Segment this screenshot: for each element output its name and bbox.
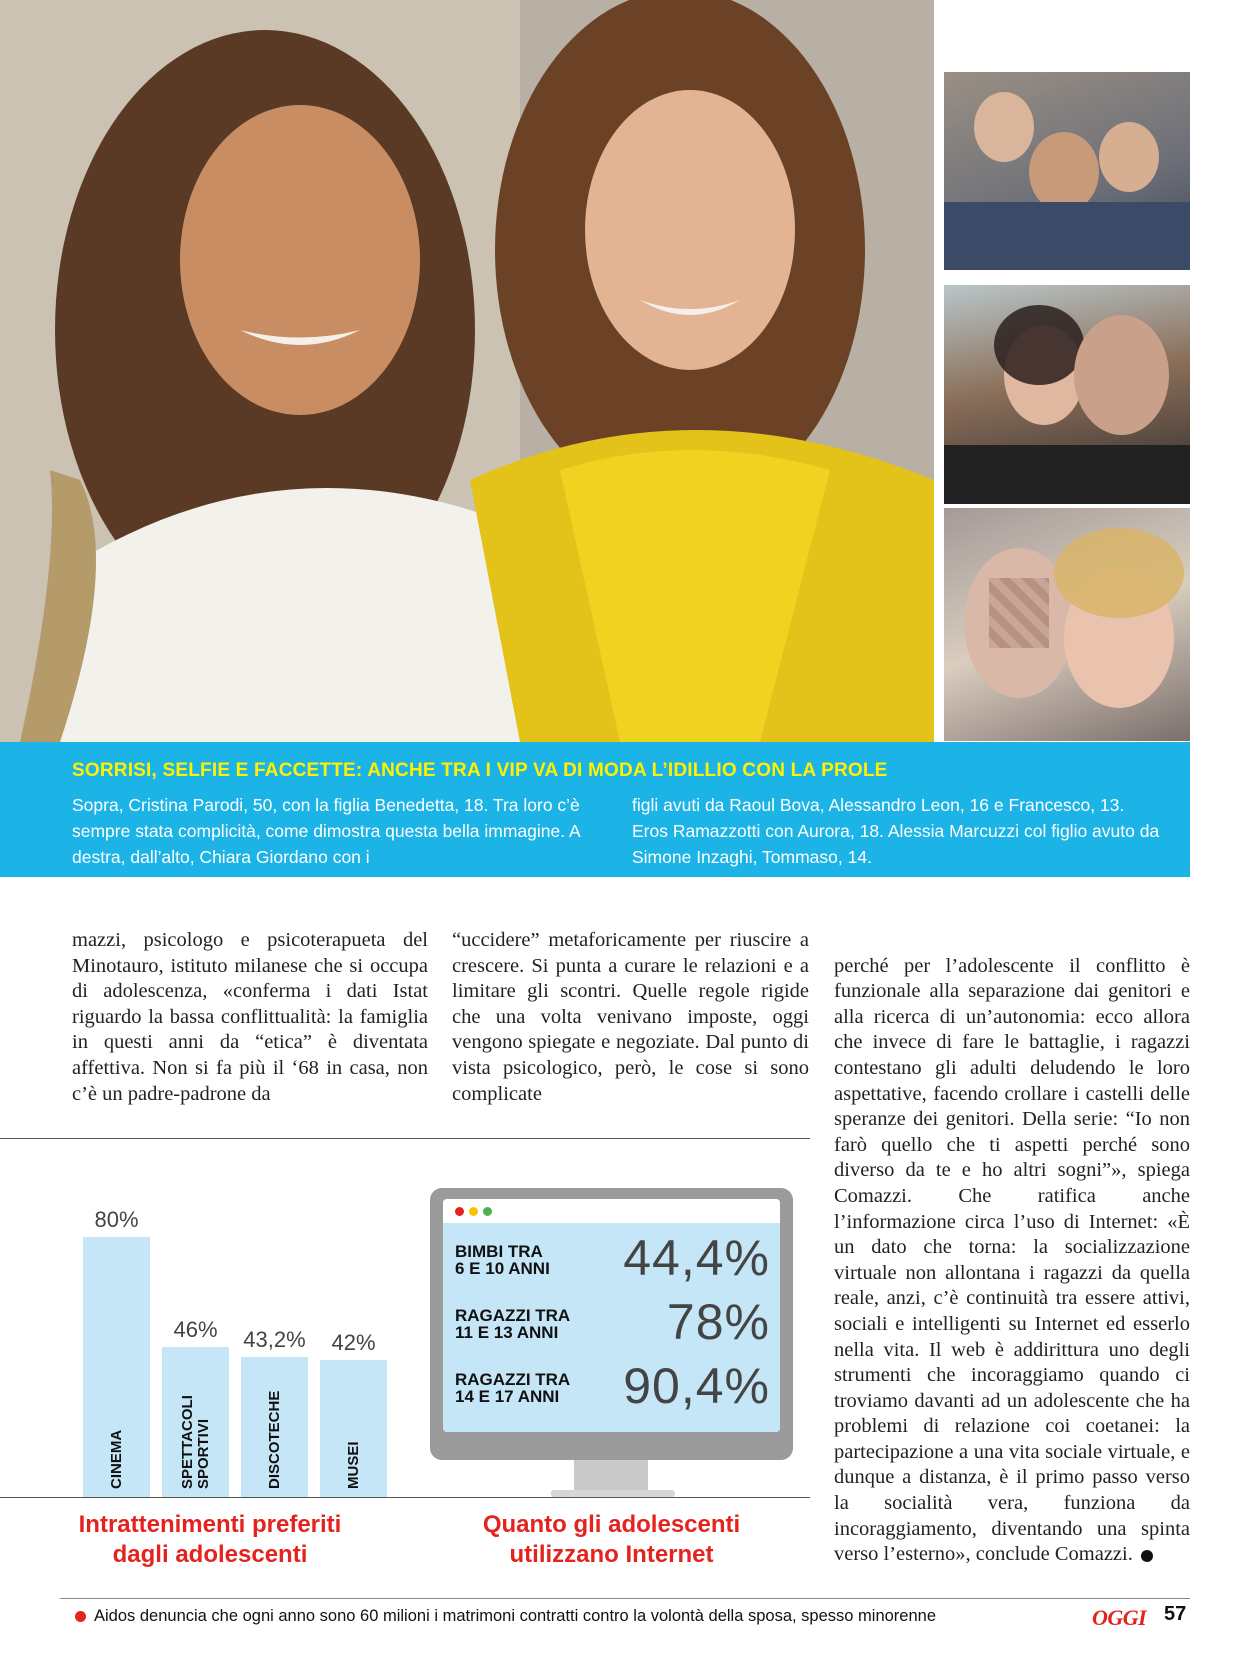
- screen-titlebar: [443, 1199, 780, 1223]
- main-photo-illustration: [0, 0, 934, 742]
- side-photo-ramazzotti: [944, 285, 1190, 504]
- caption-text-left: Sopra, Cristina Parodi, 50, con la figlia Benedetta, 18. Tra loro c’è sempre stata complicità, come dimostra questa bella immagine. A destra, dall’alto, Chiara Giordano con i: [72, 795, 580, 867]
- window-dot-green-icon: [483, 1207, 492, 1216]
- bar-category-label: MUSEI: [344, 1441, 362, 1489]
- bar-value-label: 43,2%: [243, 1327, 306, 1352]
- article-column-3-text: perché per l’adolescente il conflitto è funzionale alla separazione dai genitori e alla ricerca di un’autonomia: ecco allora che invece di fare le battaglie, i ragazzi contestano gli adulti deludendo le loro aspettative, facendo crollare i castelli delle speranze dei genitori. Della serie: “Io non farò quello che ti aspetti perché sono diverso da te e ho altri sogni”», spiega Comazzi. Che ratifica anche l’informazione circa l’uso di Internet: «È un dato che torna: la socializzazione virtuale non allontana i ragazzi da quella reale, anzi, c’è continuità tra essere attivi, sociali e intelligenti su Internet ed esserlo nella vita. Il web è addirittura uno degli strumenti che incoraggiamo quando ci troviamo davanti ad un adolescente che ha problemi di relazione coi coetanei: la partecipazione a una vita sociale virtuale, e dunque a distanza, è il primo passo verso la socialità vera, funziona da incoraggiamento, diventando una spinta verso l’esterno», conclude Comazzi.: [834, 954, 1190, 1566]
- main-photo-parodi: [0, 0, 934, 742]
- internet-row-value: 90,4%: [623, 1358, 770, 1414]
- chart-baseline: [0, 1497, 810, 1498]
- bar-value-label: 46%: [173, 1317, 218, 1342]
- window-dot-yellow-icon: [469, 1207, 478, 1216]
- monitor-stand-neck: [574, 1460, 648, 1493]
- article-column-3: [834, 928, 1190, 1568]
- monitor-stand-base: [551, 1490, 675, 1497]
- page-number: 57: [1164, 1603, 1187, 1625]
- internet-chart-title: Quanto gli adolescenti utilizzano Internet: [482, 1511, 741, 1568]
- monitor-screen: [443, 1199, 780, 1432]
- bar-category-label: SPETTACOLI SPORTIVI: [178, 1395, 212, 1489]
- footer-note: [75, 1607, 1075, 1626]
- side-photo-giordano: [944, 72, 1190, 270]
- bullet-dot-red-icon: [75, 1611, 86, 1622]
- bar-category-label: CINEMA: [107, 1429, 125, 1489]
- entertainment-bar-chart: [60, 1190, 400, 1497]
- bar-value-label: 42%: [331, 1330, 376, 1355]
- photo-caption: [0, 742, 1190, 877]
- entertainment-chart-title: Intrattenimenti preferiti dagli adolescenti: [78, 1511, 342, 1568]
- internet-row-value: 44,4%: [623, 1230, 770, 1286]
- footer-note-text: Aidos denuncia che ogni anno sono 60 milioni i matrimoni contratti contro la volontà della sposa, spesso minorenne: [94, 1607, 936, 1625]
- window-dot-red-icon: [455, 1207, 464, 1216]
- caption-title: SORRISI, SELFIE E FACCETTE: ANCHE TRA I VIP VA DI MODA L’IDILLIO CON LA PROLE: [72, 760, 888, 781]
- magazine-logo: OGGI: [1092, 1605, 1147, 1630]
- bar-value-label: 80%: [94, 1207, 139, 1232]
- article-column-1: mazzi, psicologo e psicoterapueta del Minotauro, istituto milanese che si occupa di adolescenza, «conferma i dati Istat riguardo la bassa conflittualità: la famiglia in questi anni da “etica” è diventata affettiva. Non si fa più il ‘68 in casa, non c’è un padre-padrone da: [72, 929, 428, 1105]
- article-column-2: “uccidere” metaforicamente per riuscire a crescere. Si punta a curare le relazioni e a limitare gli scontri. Quelle regole rigide che una volta venivano imposte, oggi vengono spiegate e negoziate. Dal punto di vista psicologico, però, le cose si sono complicate: [452, 929, 809, 1105]
- side-photo-marcuzzi: [944, 508, 1190, 741]
- caption-text-right: figli avuti da Raoul Bova, Alessandro Leon, 16 e Francesco, 13. Eros Ramazzotti con Aurora, 18. Alessia Marcuzzi col figlio avuto da Simone Inzaghi, Tommaso, 14.: [632, 795, 1160, 867]
- internet-row-label: BIMBI TRA 6 E 10 ANNI: [455, 1242, 550, 1278]
- internet-row-label: RAGAZZI TRA 14 E 17 ANNI: [455, 1370, 571, 1406]
- blur-mosaic: [989, 578, 1049, 648]
- bullet-dot-icon: [1141, 1550, 1153, 1562]
- bar-category-label: DISCOTECHE: [265, 1390, 283, 1489]
- footer-divider: [60, 1598, 1190, 1599]
- section-divider: [0, 1138, 810, 1139]
- internet-row-label: RAGAZZI TRA 11 E 13 ANNI: [455, 1306, 571, 1342]
- internet-row-value: 78%: [666, 1294, 770, 1350]
- internet-usage-table: [443, 1223, 780, 1432]
